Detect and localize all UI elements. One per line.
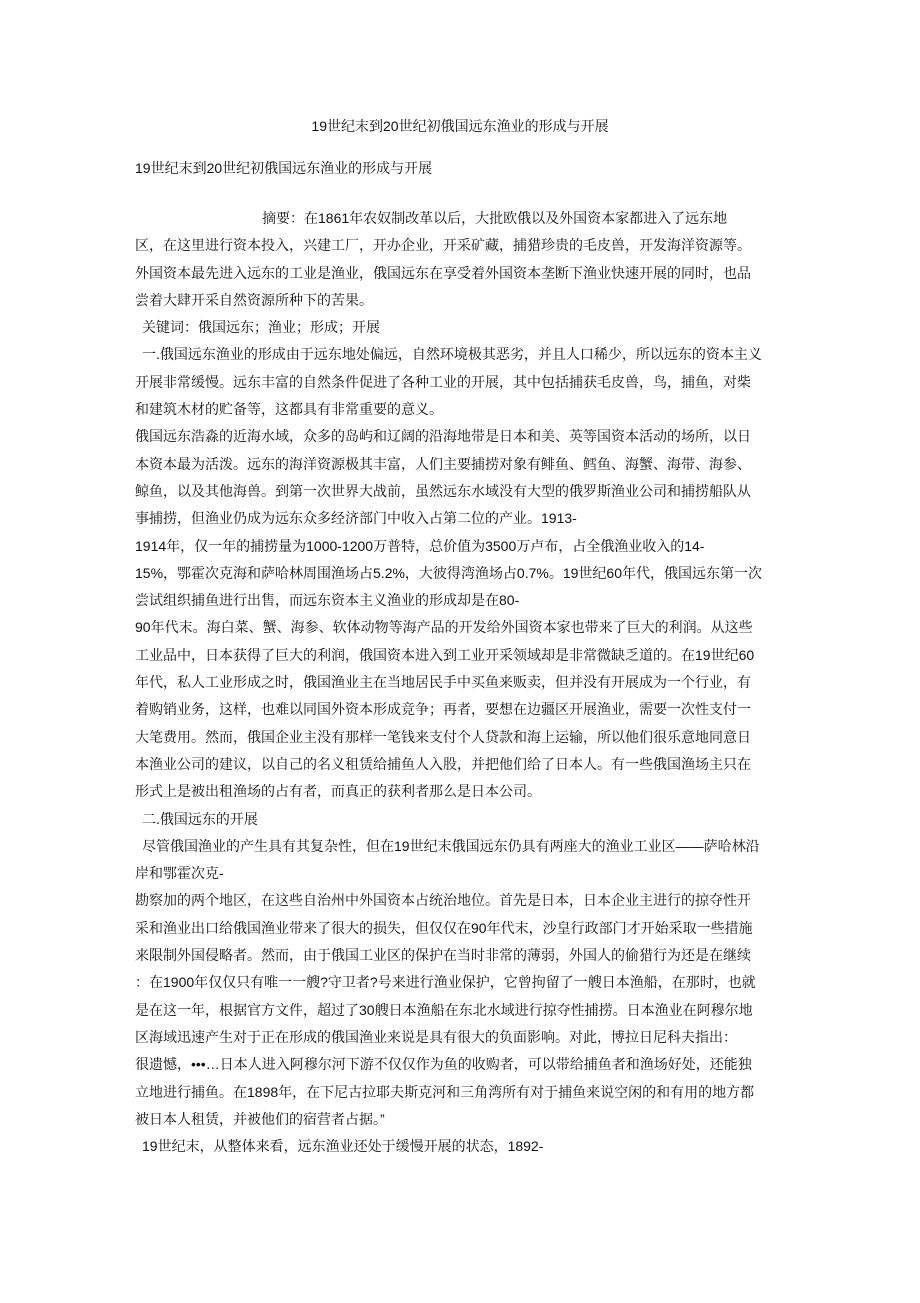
text-line: 大笔费用。然而，俄国企业主没有那样一笔钱来支付个人贷款和海上运输，所以他们很乐意地同意日 (135, 728, 751, 745)
text-line: 本资本最为活泼。远东的海洋资源极其丰富，人们主要捕捞对象有鲱鱼、鳕鱼、海蟹、海带、海参、 (135, 455, 751, 472)
text-line: 工业品中，日本获得了巨大的利润，俄国资本进入到工业开采领域却是非常微缺乏道的。在19世纪60 (135, 646, 755, 663)
text-line: 19世纪末，从整体来看，远东渔业还处于缓慢开展的状态，1892- (142, 1138, 544, 1155)
text-line: 采和渔业出口给俄国渔业带来了很大的损失，但仅仅在90年代末，沙皇行政部门才开始采取一些措施 (135, 919, 753, 936)
text-line: 尽管俄国渔业的产生具有其复杂性，但在19世纪末俄国远东仍具有两座大的渔业工业区——萨哈林沿 (142, 837, 760, 854)
document-title: 19世纪末到20世纪初俄国远东渔业的形成与开展 (311, 118, 609, 134)
text-line: 着购销业务，这样，也难以同国外资本形成竞争；再者，要想在边疆区开展渔业，需要一次性支付一 (135, 701, 751, 718)
text-line: 区海域迅速产生对于正在形成的俄国渔业来说是具有很大的负面影响。对此，博拉日尼科夫指出： (135, 1028, 737, 1045)
text-line: 被日本人租赁，并被他们的宿营者占据。” (135, 1110, 385, 1127)
text-line: 摘要：在1861年农奴制改革以后，大批欧俄以及外国资本家都进入了远东地 (262, 210, 728, 226)
text-line: 形式上是被出租渔场的占有者，而真正的获利者那么是日本公司。 (135, 783, 541, 800)
text-line: ：在1900年仅仅只有唯一一艘?守卫者?号来进行渔业保护，它曾拘留了一艘日本渔船，在那时，也就 (135, 974, 756, 991)
text-line: 鲸鱼，以及其他海兽。到第一次世界大战前，虽然远东水域没有大型的俄罗斯渔业公司和捕捞船队从 (135, 482, 751, 499)
text-line: 和建筑木材的贮备等，这都具有非常重要的意义。 (135, 401, 443, 418)
text-line: 本渔业公司的建议，以自己的名义租赁给捕鱼人入股，并把他们给了日本人。有一些俄国渔场主只在 (135, 755, 751, 772)
document-body (135, 205, 795, 1160)
text-line: 外国资本最先进入远东的工业是渔业，俄国远东在享受着外国资本垄断下渔业快速开展的同时，也品 (135, 264, 751, 281)
text-line: 尝试组织捕鱼进行出售，而远东资本主义渔业的形成却是在80- (135, 592, 520, 609)
text-line: 二.俄国远东的开展 (142, 810, 258, 827)
text-line: 开展非常缓慢。远东丰富的自然条件促进了各种工业的开展，其中包括捕获毛皮兽，鸟，捕鱼，对柴 (135, 373, 751, 390)
text-line: 尝着大肆开采自然资源所种下的苦果。 (135, 291, 373, 308)
text-line: 是在这一年，根据官方文件，超过了30艘日本渔船在东北水域进行掠夺性捕捞。日本渔业在阿穆尔地 (135, 1001, 753, 1018)
text-line: 90年代末。海白菜、蟹、海参、软体动物等海产品的开发给外国资本家也带来了巨大的利润。从这些 (135, 619, 753, 636)
text-line: 很遗憾，•••…日本人进入阿穆尔河下游不仅仅作为鱼的收购者，可以带给捕鱼者和渔场好处，还能独 (135, 1056, 752, 1073)
text-line: 一.俄国远东渔业的形成由于远东地处偏远，自然环境极其恶劣，并且人口稀少，所以远东的资本主义 (142, 346, 762, 363)
text-line: 年代，私人工业形成之时，俄国渔业主在当地居民手中买鱼来贩卖，但并没有开展成为一个行业，有 (135, 674, 751, 691)
text-line: 关键词：俄国远东；渔业；形成；开展 (142, 319, 380, 336)
text-line: 来限制外国侵略者。然而，由于俄国工业区的保护在当时非常的薄弱，外国人的偷猎行为还是在继续 (135, 947, 751, 964)
text-line: 事捕捞，但渔业仍成为远东众多经济部门中收入占第二位的产业。1913- (135, 510, 577, 527)
text-line: 立地进行捕鱼。在1898年，在下尼古拉耶夫斯克河和三角湾所有对于捕鱼来说空闲的和有用的地方都 (135, 1083, 755, 1100)
text-line: 岸和鄂霍次克- (135, 865, 224, 882)
text-line: 勘察加的两个地区，在这些自治州中外国资本占统治地位。首先是日本，日本企业主进行的掠夺性开 (135, 892, 751, 909)
text-line: 1914年，仅一年的捕捞量为1000-1200万普特，总价值为3500万卢布，占全俄渔业收入的14- (135, 537, 705, 554)
text-line: 俄国远东浩淼的近海水域，众多的岛屿和辽阔的沿海地带是日本和美、英等国资本活动的场所，以日 (135, 428, 751, 445)
text-line: 15%，鄂霍次克海和萨哈林周围渔场占5.2%，大彼得湾渔场占0.7%。19世纪60年代，俄国远东第一次 (135, 564, 762, 581)
text-line: 区，在这里进行资本投入，兴建工厂，开办企业，开采矿藏，捕猎珍贵的毛皮兽，开发海洋资源等。 (135, 237, 751, 254)
document-subtitle: 19世纪末到20世纪初俄国远东渔业的形成与开展 (135, 160, 433, 176)
